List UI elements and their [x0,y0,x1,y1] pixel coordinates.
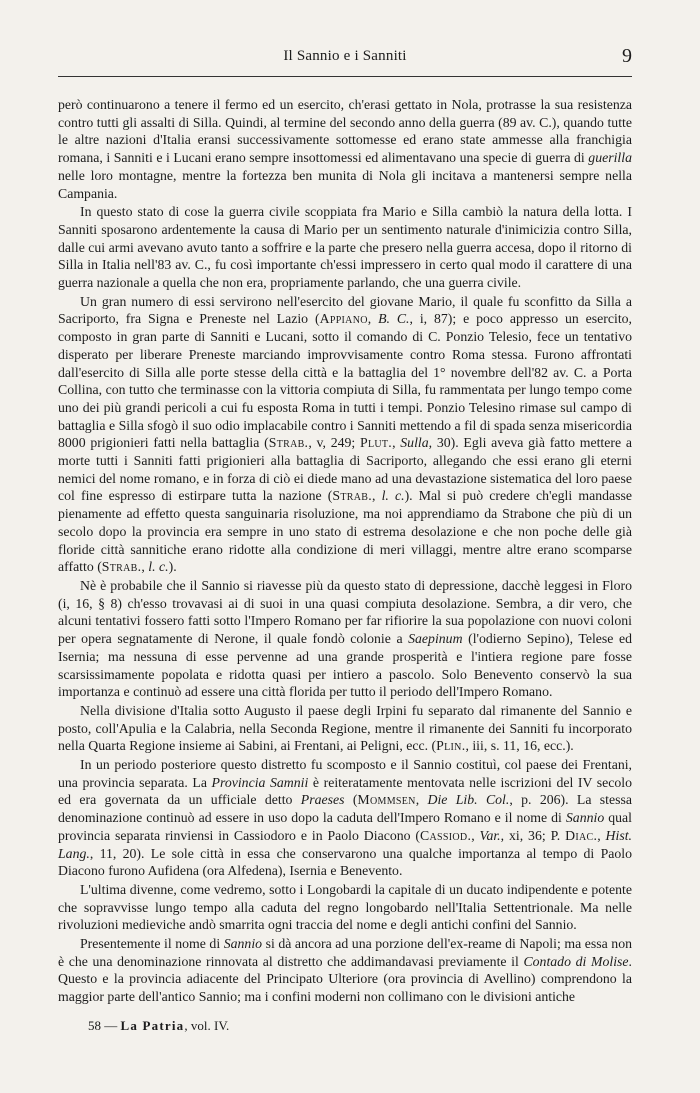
text-run: , [392,435,401,451]
text-run: ). Mal si può credere ch'egli mandasse pienamente ad effetto questa sanguinaria risoluzione, ma noi apprendiamo da Strabone che più di un secolo dopo la provincia era sempre in uno stato di estrema desolazione e che non poche delle già floride città sannitiche erano ridotte alla condizione di meri villaggi, mentre altre erano scomparse affatto ( [58,488,632,575]
text-run: , 11, 20). Le sole città in essa che conservarono una qualche importanza al tempo di Paolo Diacono furono Aufidena (ora Alfedena), Isernia e Benevento. [58,845,632,879]
text-run: (l'odierno Sepino), Telese ed Isernia; ma nessuna di esse pervenne ad una grande prosperità e l'intiera regione pare fosse scarsissimamente popolata e ridotta quasi per intiero a pascolo. Solo Benevento conservò la sua importanza e continuò ad essere una città florida per tutto il periodo dell'Impero Romano. [58,631,632,700]
text-run: nelle loro montagne, mentre la fortezza ben munita di Nola gli incitava a mantenersi sempre nella Campania. [58,167,632,201]
italic-text: Saepinum [408,631,463,647]
text-run: , [367,311,379,327]
text-run: Nella divisione d'Italia sotto Augusto il paese degli Irpini fu separato dal rimanente del Sannio e posto, coll'Apulia e la Calabria, nella Seconda Regione, mentre il rimanente dei Sanniti fu incorporato nella Quarta Regione insieme ai Sabini, ai Frentani, ai Peligni, ecc. ( [58,702,632,754]
citation-author: Plin. [436,738,466,754]
page-header [58,45,632,74]
italic-text: guerilla [588,150,632,166]
text-run: In questo stato di cose la guerra civile scoppiata fra Mario e Silla cambiò la natura della lotta. I Sanniti sposarono ardentemente la causa di Mario per un sentimento naturale d'inimicizia contro Silla, dalle cui armi avevano avuto tanto a soffrire e la parte che presero nella guerra accesa, dopo il ritorno di Silla in Italia nell'83 av. C., fu così importante ch'essi impressero in certo qual modo il carattere di una guerra nazionale a quella che non era, propriamente parlando, che una guerra civile. [58,204,632,291]
italic-text: Provincia Samnii [211,774,309,790]
body-text [58,96,632,1006]
italic-text: Hist. Lang. [58,827,632,861]
citation-author: Diac. [565,827,598,843]
italic-text: B. C. [378,311,410,327]
text-run: , [597,827,606,843]
text-run: ). [168,559,177,575]
page-footer [88,1018,229,1034]
text-run: , iii, s. 11, 16, ecc.). [465,738,574,754]
paragraph [58,203,632,292]
text-run: ( [344,792,358,808]
text-run: , v, 249; [308,435,360,451]
page-number: 9 [622,45,632,67]
italic-text: Contado di Molise [523,953,629,969]
italic-text: l. c. [148,559,169,575]
text-run: però continuarono a tenere il fermo ed un esercito, ch'erasi gettato in Nola, protrasse la sua resistenza contro tutti gli assalti di Silla. Quindi, al termine del secondo anno della guerra (89 av. C.), quando tutte le altre nazioni d'Italia eransi successivamente sottomesse ed erano state ammesse alla franchigia romana, i Sanniti e i Lucani erano sempre insottomessi ed alimentavano una specie di guerra di [58,97,632,166]
text-run: si dà ancora ad una porzione dell'ex-reame di Napoli; ma essa non è che una denominazione rinnovata al distretto che addimandavasi previamente il [58,936,632,969]
paragraph [58,935,632,1006]
text-run: , [371,488,382,504]
paragraph [58,293,632,576]
running-title: Il Sannio e i Sanniti [283,48,407,64]
italic-text: Die Lib. Col. [427,792,510,808]
text-run: , i, 87); e poco appresso un esercito, composto in gran parte di Sanniti e Lucani, sotto il comando di C. Ponzio Telesio, fece un tentativo disperato per liberare Preneste marciando improvvisamente contro Roma stessa. Furono affrontati dall'esercito di Silla alle porte stesse della città e la battaglia del 1° novembre dell'82 av. C. a Porta Collina, con tutto che terminasse con la vittoria compiuta di Silla, fu rammentata per lungo tempo come uno dei più grandi pericoli a cui fu esposta Roma in tutti i tempi. Ponzio Telesino rimase sul campo di battaglia e Silla sfogò il suo odio implacabile contro i Sanniti mettendo a fil di spada senza misericordia 8000 prigionieri fatti nella battaglia ( [58,311,633,451]
paragraph [58,881,632,934]
text-run: è reiteratamente mentovata nelle iscrizioni del IV secolo ed era governata da un ufficiale detto [58,774,633,808]
header-rule [58,76,632,77]
paragraph [58,702,632,755]
text-run: Un gran numero di essi servirono nell'esercito del giovane Mario, il quale fu sconfitto da Silla a Sacriporto, fra Signa e Preneste nel Lazio ( [58,293,632,327]
text-run: Presentemente il nome di [80,936,224,952]
citation-author: Strab. [101,559,142,575]
citation-author: Appiano [319,311,368,327]
footer-sheet: 58 — [88,1018,121,1033]
text-run: , xi, 36; P. [500,827,566,843]
text-run: , [471,827,480,843]
text-run: , 30). Egli aveva già fatto mettere a morte tutti i Sanniti fatti prigionieri alla battaglia di Sacriporto, allegando che essi erano gli eterni nemici del nome romano, e in forza di ciò ei diede mano ad una devastazione sistematica del loro paese col fine espresso di estirpare tutta la nazione ( [58,435,632,504]
paragraph [58,577,632,701]
text-run: . Questo e la provincia adiacente del Principato Ulteriore (ora provincia di Avellino) comprendono la maggior parte dell'antico Sannio; ma i confini moderni non collimano con le divisioni antiche [58,953,632,1005]
text-run: , [415,792,428,808]
italic-text: Sannio [565,810,605,826]
citation-author: Cassiod. [420,827,472,843]
citation-author: Plut. [360,435,393,451]
text-run: qual provincia separata rinviensi in Cassiodoro e in Paolo Diacono ( [58,810,632,843]
citation-author: Strab. [268,435,309,451]
text-run: In un periodo posteriore questo distretto fu scomposto e il Sannio costituì, col paese dei Frentani, una provincia separata. La [58,757,632,790]
text-run: , p. 206). La stessa denominazione continuò ad essere in uso dopo la caduta dell'Impero Romano e il nome di [58,792,632,826]
text-run: , [141,559,149,575]
italic-text: l. c. [381,488,405,504]
paragraph [58,756,632,880]
italic-text: Var. [479,827,501,843]
footer-volume: , vol. IV. [184,1018,230,1033]
italic-text: Sannio [223,936,263,952]
citation-author: Mommsen [357,792,416,808]
italic-text: Sulla [400,435,429,451]
text-run: L'ultima divenne, come vedremo, sotto i Longobardi la capitale di un ducato indipendente e potente che sopravvisse lungo tempo alla caduta del regno longobardo nell'Italia Settentrionale. Ma nelle rivoluzioni medieviche andò smarrita ogni traccia del nome e degli antichi confini del Sannio. [58,881,632,933]
text-run: Nè è probabile che il Sannio si riavesse più da questo stato di depressione, dacchè leggesi in Floro (i, 16, § 8) ch'esso trovavasi ai di suoi in una quasi compiuta desolazione. Sembra, a dir vero, che alcuni tentativi fossero fatti sotto l'Impero Romano per far rifiorire la sua popolazione con nuovi coloni per opera segnatamente di Nerone, il quale fondò colonie a [58,577,632,647]
citation-author: Strab. [332,488,372,504]
paragraph [58,96,632,202]
italic-text: Praeses [300,792,345,808]
footer-title: La Patria [120,1018,185,1033]
